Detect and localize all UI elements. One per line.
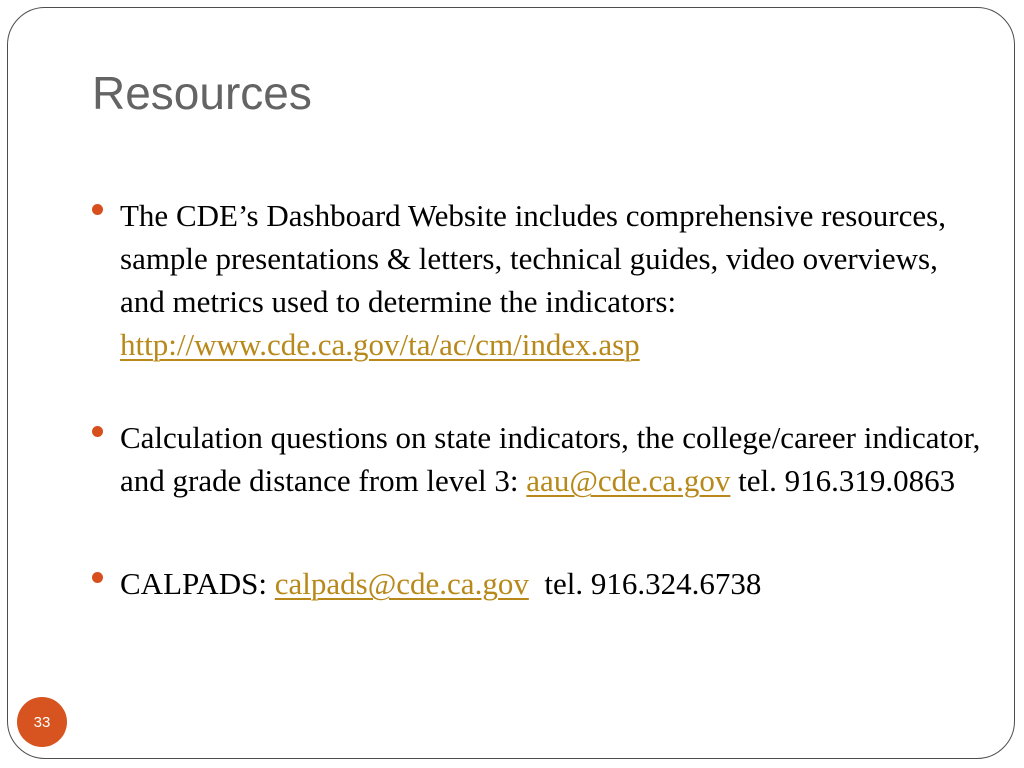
bullet-item-calpads [92,562,982,605]
bullet-item-calculation-questions [92,416,982,502]
bullet-dot-icon [92,572,103,583]
slide-frame [7,7,1015,759]
dashboard-website-link[interactable]: http://www.cde.ca.gov/ta/ac/cm/index.asp [120,327,640,362]
bullet-dot-icon [92,204,103,215]
page-number-badge: 33 [17,697,67,747]
aau-email-link[interactable]: aau@cde.ca.gov [526,463,731,498]
bullet-text: The CDE’s Dashboard Website includes comprehensive resources, sample presentations & letters, technical guides, video overviews, and metrics used to determine the indicators: [120,198,946,319]
aau-phone: tel. 916.319.0863 [730,463,956,498]
bullet-text: CALPADS: [120,566,275,601]
slide-title: Resources [92,67,312,119]
calpads-email-link[interactable]: calpads@cde.ca.gov [274,566,529,601]
bullet-dot-icon [92,426,103,437]
calpads-phone: tel. 916.324.6738 [528,566,762,601]
bullet-list [92,194,982,605]
bullet-item-dashboard [92,194,982,366]
bullet-text: Calculation questions on state indicators, the college/career indicator, and grade distance from level 3: [120,420,981,498]
